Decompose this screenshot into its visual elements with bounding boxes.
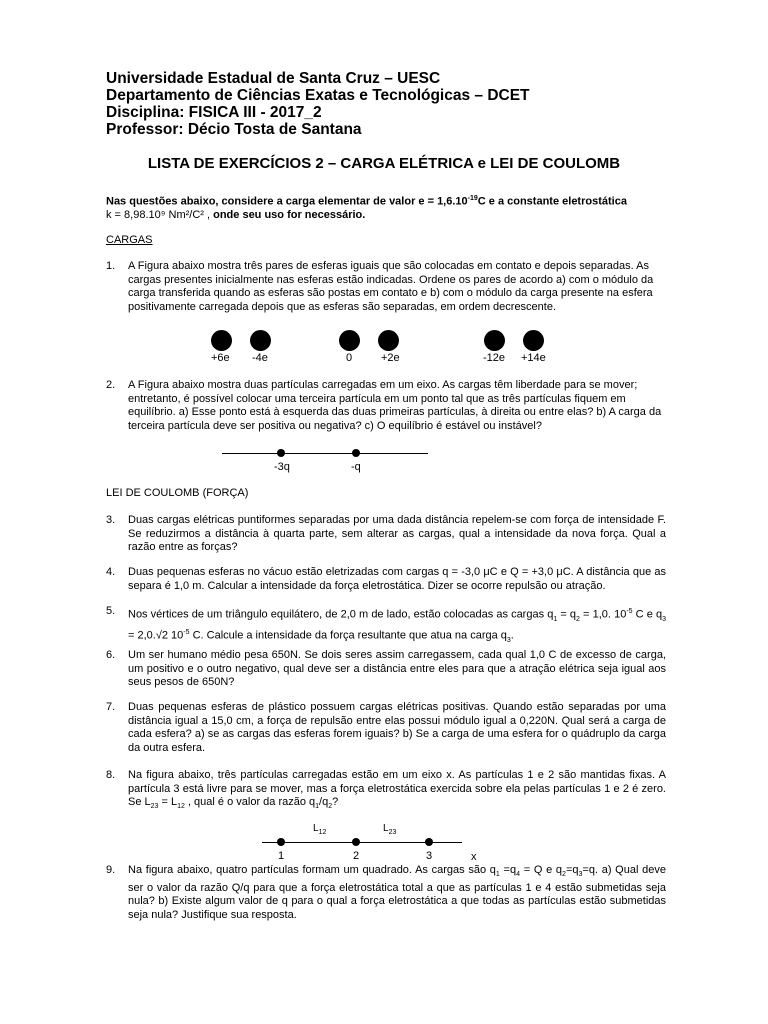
intro-part3: k = 8,98.10⁹ Nm²/C² , [106,208,211,221]
question-1 [106,260,666,314]
sphere-charge-label: +14e [521,352,546,364]
section-coulomb: LEI DE COULOMB (FORÇA) [106,487,249,499]
q9-text-c: = Q e q [519,864,563,876]
page-title: LISTA DE EXERCÍCIOS 2 – CARGA ELÉTRICA e LEI DE COULOMB [147,155,621,172]
question-number: 8. [106,769,116,781]
axis-label-x: x [471,851,477,863]
question-8 [106,769,666,814]
q8-sub: 23 [150,803,159,811]
question-2 [106,379,666,433]
question-7 [106,701,666,755]
q8-text-c: , qual é o valor da razão q [184,796,316,808]
question-text: A Figura abaixo mostra três pares de esferas iguais que são colocadas em contato e depois separadas. As cargas presentes inicialmente nas esferas estão indicadas. Ordene os pares de acordo a) com o módulo da carga transferida quando as esferas são postas em contato e b) com o módulo da carga presente na esfera positivamente carregada depois que as esferas são separadas, em ordem decrescente. [128,260,654,313]
question-text: Duas pequenas esferas de plástico possuem cargas elétricas positivas. Quando estão separadas por uma distância igual a 15,0 cm, a força de repulsão entre elas possui módulo igual a 0,220N. Qual será a carga de cada esfera? a) se as cargas das esferas forem iguais? b) Se a carga de uma esfera for o quádruplo da carga da outra esfera. [128,701,666,754]
particle-3 [425,838,433,846]
question-number: 9. [106,864,116,876]
section-cargas: CARGAS [106,234,153,246]
distance-label-l12: $L_{12}$ [313,823,327,836]
q5-text-c: = 1,0. 10 [579,608,627,621]
q8-sub: 2 [328,803,333,811]
question-number: 6. [106,649,116,661]
sphere-charge-label: 0 [346,352,353,364]
axis-line [222,453,428,454]
question-text: Duas cargas elétricas puntiformes separadas por uma dada distância repelem-se com força de intensidade F. Se reduzirmos a distância à quarta parte, sem alterar as cargas, qual a intensidade da nova força. Qual a razão entre as forças? [128,514,666,553]
q5-text-a: Nos vértices de um triângulo equilátero, de 2,0 m de lado, estão colocadas as cargas q [128,608,554,621]
charge-particle [277,449,285,457]
document-header [106,70,530,138]
q9-text-d: =q [565,864,579,876]
question-text [128,769,666,814]
q8-text-a: Na figura abaixo, três partículas carregadas estão em um eixo x. As partículas 1 e 2 são mantidas fixas. A partícula 3 está livre para se mover, mas a força eletrostática exercida sobre ela pelas partículas 1 e 2 é zero. Se L [128,769,666,808]
q5-exp: -5 [626,608,633,615]
question-9 [106,864,666,922]
professor-name: Professor: Décio Tosta de Santana [106,121,362,138]
particle-label: 1 [278,850,285,862]
q9-text-a: Na figura abaixo, quatro partículas formam um quadrado. As cargas são q [128,864,496,876]
q5-text-g: . [510,630,514,642]
question-text [128,605,666,648]
particle-1 [277,838,285,846]
charge-label: -3q [274,461,290,473]
q8-text-e: ? [332,796,339,808]
q5-sub: 3 [662,615,666,623]
question-3 [106,514,666,555]
q9-sub: 3 [578,871,583,879]
intro-part2: C e a constante eletrostática [477,195,627,208]
question-number: 4. [106,566,116,578]
q9-text-b: =q [499,864,517,876]
question-text: Duas pequenas esferas no vácuo estão eletrizadas com cargas q = -3,0 μC e Q = +3,0 μC. A distância que as separa é 1,0 m. Calcular a intensidade da força eletrostática. Dizer se ocorre repulsão ou atração. [128,566,666,592]
q8-text-b: = L [158,796,178,808]
question-number: 1. [106,260,116,272]
sphere-charge-label: -4e [252,352,268,364]
particle-2 [352,838,360,846]
q5-text-d: C e q [632,608,663,621]
charge-particle [352,449,360,457]
sphere [484,330,505,351]
sphere [250,330,271,351]
sphere [523,330,544,351]
sphere [211,330,232,351]
particle-label: 2 [353,850,360,862]
department-name: Departamento de Ciências Exatas e Tecnológicas – DCET [106,87,530,104]
q5-sub: 3 [506,637,511,645]
distance-label-l23: $L_{23}$ [383,823,397,836]
q9-sub: 2 [562,871,566,879]
intro-part1: Nas questões abaixo, considere a carga elementar de valor e = 1,6.10 [106,195,468,208]
q8-text-d: /q [319,796,329,808]
question-number: 3. [106,514,116,526]
particle-label: 3 [426,850,433,862]
q5-exp: -5 [183,629,190,637]
sphere [378,330,399,351]
sphere [339,330,360,351]
q9-sub: 1 [495,871,500,879]
sphere-charge-label: +2e [381,352,400,364]
q9-text-e: =q. a) Qual deve ser o valor da razão Q/q para que a força eletrostática total a que as partículas 1 e 4 estão submetidas seja nula? b) Existe algum valor de q para o qual a força eletrostática a que todas as partículas estão submetidas seja nula? Justifique sua resposta. [128,864,666,921]
question-6 [106,649,666,690]
q5-sub: 1 [553,615,558,623]
q9-sub: 4 [516,871,520,879]
charge-label: -q [351,461,361,473]
university-name: Universidade Estadual de Santa Cruz – UESC [106,70,441,87]
question-number: 5. [106,605,116,617]
question-5 [106,605,666,648]
intro-text [106,192,666,222]
question-text [128,864,666,922]
sphere-charge-label: +6e [211,352,230,364]
discipline-name: Disciplina: FISICA III - 2017_2 [106,104,322,121]
q5-text-b: = q [557,608,577,621]
question-number: 2. [106,379,116,391]
question-number: 7. [106,701,116,713]
intro-exponent: -19 [467,195,478,202]
sphere-charge-label: -12e [483,352,506,364]
q5-text-e: = 2,0.√2 10 [128,630,184,642]
question-4 [106,566,666,593]
q5-text-f: C. Calcule a intensidade da força resultante que atua na carga q [189,630,507,642]
q8-sub: 1 [315,803,320,811]
question-text: A Figura abaixo mostra duas partículas carregadas em um eixo. As cargas têm liberdade para se mover; entretanto, é possível colocar uma terceira partícula em um ponto tal que as três partículas fiquem em equilíbrio. a) Esse ponto está à esquerda das duas primeiras partículas, à direita ou entre elas? b) A carga da terceira partícula deve ser positiva ou negativa? c) O equilíbrio é estável ou instável? [128,379,662,432]
question-text: Um ser humano médio pesa 650N. Se dois seres assim carregassem, cada qual 1,0 C de excesso de carga, um positivo e o outro negativo, qual deve ser a distância entre eles para que a atração elétrica seja igual aos seus pesos de 650N? [128,649,666,688]
q5-sub: 2 [576,615,580,623]
q8-sub: 12 [177,803,185,811]
intro-part4: onde seu uso for necessário. [210,208,366,221]
